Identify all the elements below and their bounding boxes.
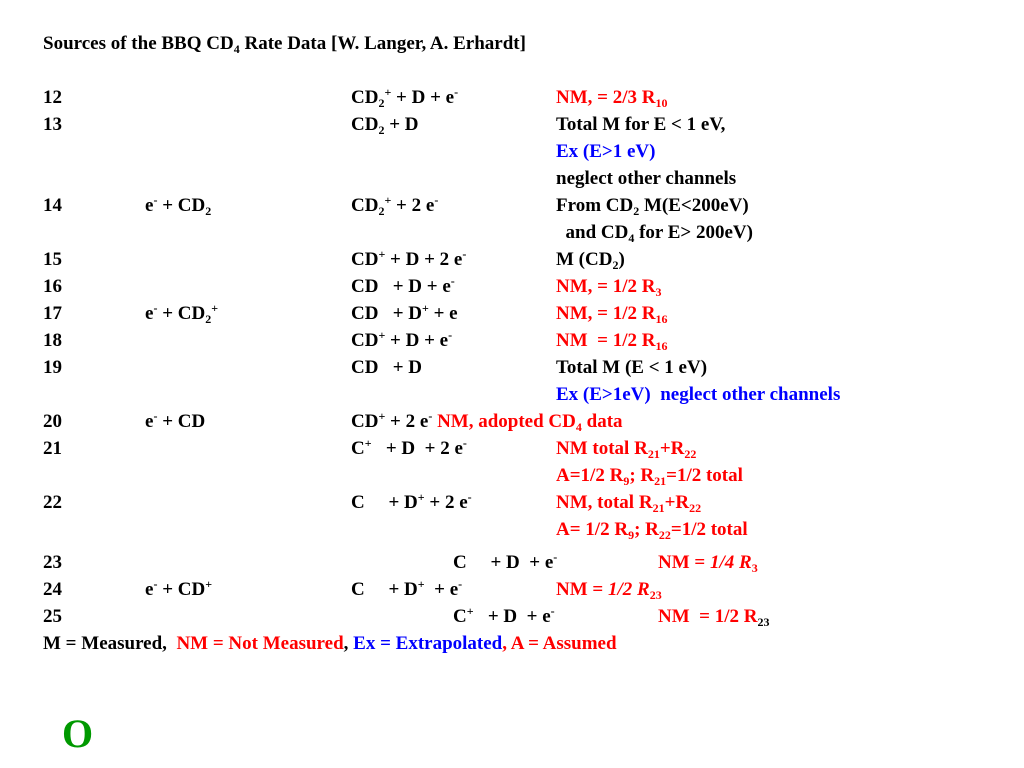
page-title: Sources of the BBQ $CD_4$ Rate Data [W. Langer, A. Erhardt] [43,33,526,56]
row-13-number: 13 [43,114,62,135]
row-19-products: CD + D [351,357,422,378]
row-16-number: 16 [43,276,62,297]
row-12-number: 12 [43,87,62,108]
row-13-products: $CD_2 + D$ [351,114,419,137]
row-19-number: 19 [43,357,62,378]
row-23-number: 23 [43,552,62,573]
row-23-products: C + D + e- [453,550,558,573]
row-24-number: 24 [43,579,62,600]
row-24-products: C + D+ + e- [351,577,463,600]
row-25-note: NM = 1/2 $R_{23}$ [658,606,770,629]
row-23-note: NM = 1/4 $R_3$ [658,552,758,575]
legend: M = Measured, NM = Not Measured, Ex = Extrapolated, A = Assumed [43,633,617,654]
row-18-number: 18 [43,330,62,351]
row-20-note: NM, adopted $CD_4$ data [432,411,623,434]
row-22-note: NM, total $R_{21}+R_{22}$ [556,492,702,515]
row-20-products: CD+ + 2 e- NM, adopted $CD_4$ data [351,409,623,434]
row-15-number: 15 [43,249,62,270]
row-14-note: From $CD_2$ M(E<200eV) [556,195,749,218]
row-24-reactants: e- + CD+ [145,577,213,600]
row-12-note: NM, = 2/3 $R_{10}$ [556,87,668,110]
row-21-number: 21 [43,438,62,459]
row-20-number: 20 [43,411,62,432]
row-21-products: C+ + D + 2 e- [351,436,467,459]
row-17-number: 17 [43,303,62,324]
row-15-products: CD+ + D + 2 e- [351,247,467,270]
row-22-products: C + D+ + 2 e- [351,490,472,513]
row-16-products: CD + D + e- [351,274,455,297]
row-18-note: NM = 1/2 $R_{16}$ [556,330,668,353]
row-14-reactants: $e^- + CD_2$ [145,193,212,218]
row-13-note: Total M for E < 1 eV, [556,114,726,135]
row-25-note-nm: NM = 1/2 R [658,606,758,627]
row-17-products: CD + D+ + e [351,301,458,324]
row-13-note-channels: neglect other channels [556,168,737,189]
row-17-note: NM, = 1/2 $R_{16}$ [556,303,668,326]
row-15-note: M $(CD_2)$ [556,249,625,272]
row-14-products: $CD_2^+ + 2$ e- [351,193,439,218]
row-21-note: NM total $R_{21}+R_{22}$ [556,438,697,461]
row-18-products: CD+ + D + e- [351,328,453,351]
row-19-note-extrapolated: Ex (E>1eV) neglect other channels [556,384,841,405]
row-19-note: Total M (E < 1 eV) [556,357,708,378]
row-22-number: 22 [43,492,62,513]
row-12-products: $CD_2^+ + D + e^-$ [351,85,459,110]
row-13-note-extrapolated: Ex (E>1 eV) [556,141,656,162]
slide-marker-o: O [62,711,94,756]
row-14-number: 14 [43,195,62,216]
row-20-reactants: e- + CD [145,409,206,432]
row-14-note-cont: and $CD_4$ for E> 200eV) [556,222,753,245]
row-24-note: NM = 1/2 $R_{23}$ [556,579,662,602]
row-25-products: C+ + D + e- [453,604,555,627]
row-16-note: NM, = 1/2 $R_3$ [556,276,662,299]
row-21-note-assumed: A=1/2 $R_9$; $R_{21}=1/2$ total [556,465,743,488]
row-25-number: 25 [43,606,62,627]
row-22-note-assumed: A= 1/2 $R_9$; $R_{22}=1/2$ total [556,519,748,542]
row-17-reactants: $e^- + CD_2^+$ [145,301,219,326]
